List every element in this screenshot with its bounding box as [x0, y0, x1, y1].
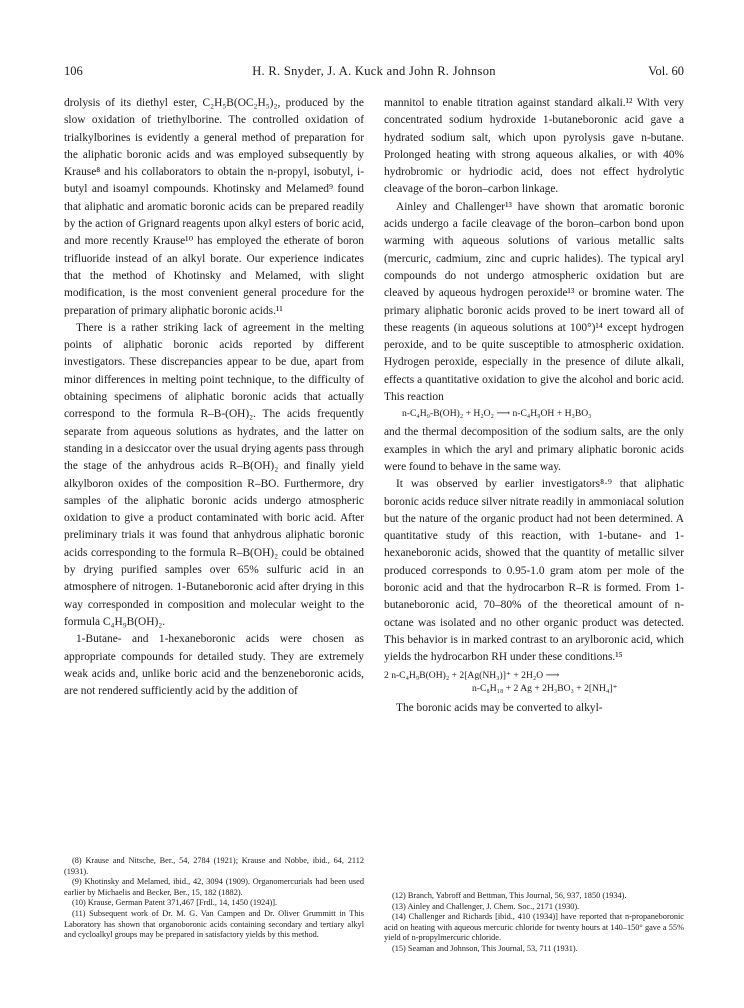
footnotes-left: [64, 856, 364, 941]
footnote: (9) Khotinsky and Melamed, ibid., 42, 3094 (1909). Organomercurials had been used earlier by Michaelis and Becker, Ber., 15, 182 (1882).: [64, 877, 364, 897]
footnote: (10) Krause, German Patent 371,467 [Frdl., 14, 1450 (1924)].: [72, 898, 278, 908]
footnote: (11) Subsequent work of Dr. M. G. Van Campen and Dr. Oliver Grummitt in This Laboratory has shown that organoboronic acids containing secondary and tertiary alkyl and cycloalkyl groups may be prepared in satisfactory yields by this method.: [64, 908, 364, 940]
page-number: 106: [64, 64, 83, 78]
footnote: (13) Ainley and Challenger, J. Chem. Soc., 2171 (1930).: [392, 901, 580, 911]
page-header: [64, 64, 684, 84]
paragraph: drolysis of its diethyl ester, C₂H₅B(OC₂H₅)₂, produced by the slow oxidation of triethylborine. The controlled oxidation of trialkylborines is evidently a general method of preparation for the aliphatic boronic acids and was employed subsequently by Krause⁸ and his collaborators to obtain the n-propyl, isobutyl, i-butyl and isoamyl compounds. Khotinsky and Melamed⁹ found that aliphatic and aromatic boronic acids can be prepared readily by the action of Grignard reagents upon alkyl esters of boric acid, and more recently Krause¹⁰ has employed the etherate of boron trifluoride instead of an alkyl borate. Our experience indicates that the method of Khotinsky and Melamed, with slight modification, is the most convenient general procedure for the preparation of primary aliphatic boronic acids.¹¹: [64, 97, 364, 317]
paragraph: mannitol to enable titration against standard alkali.¹² With very concentrated sodium hydroxide 1-butaneboronic acid gave a hydrated sodium salt, which upon pyrolysis gave n-butane. Prolonged heating with strong aqueous alkalies, or with 40% hydrobromic or hydriodic acid, does not effect hydrolytic cleavage of the boron–carbon linkage.: [384, 97, 684, 196]
equation-line: n-C₈H₁₈ + 2 Ag + 2H₃BO₃ + 2[NH₄]⁺: [472, 682, 618, 694]
left-column: [64, 95, 364, 700]
right-column: [384, 95, 684, 717]
equation-line: 2 n-C₄H₉B(OH)₂ + 2[Ag(NH₃)]⁺ + 2H₂O ⟶: [384, 669, 560, 681]
footnotes-right: [384, 891, 684, 955]
paragraph: The boronic acids may be converted to alkyl-: [396, 701, 603, 714]
footnote: (12) Branch, Yabroff and Bettman, This Journal, 56, 937, 1850 (1934).: [392, 891, 627, 900]
paragraph: There is a rather striking lack of agreement in the melting points of aliphatic boronic acids reported by different investigators. These discrepancies appear to be due, apart from minor differences in melting point technique, to the difficulty of obtaining specimens of aliphatic boronic acids that actually correspond to the formula R–B-(OH)₂. The acids frequently separate from aqueous solutions as hydrates, and the latter on standing in a desiccator over the usual drying agents pass through the stage of the anhydrous acids R–B(OH)₂ and finally yield alkylboron oxides of the composition R–BO. Furthermore, dry samples of the aliphatic boronic acids undergo atmospheric oxidation to give a product contaminated with boric acid. After preliminary trials it was found that anhydrous aliphatic boronic acids corresponding to the formula R–B(OH)₂ could be obtained by drying purified samples over 65% sulfuric acid in an atmosphere of nitrogen. 1-Butaneboronic acid after drying in this way corresponded in composition and molecular weight to the formula C₄H₉B(OH)₂.: [64, 321, 364, 628]
footnote: (15) Seaman and Johnson, This Journal, 53, 711 (1931).: [392, 943, 578, 953]
paragraph: and the thermal decomposition of the sodium salts, are the only examples in which the aryl and primary aliphatic boronic acids were found to behave in the same way.: [384, 426, 684, 473]
paragraph: It was observed by earlier investigators⁸·⁹ that aliphatic boronic acids reduce silver nitrate readily in ammoniacal solution but the nature of the organic product had not been determined. A quantitative study of this reaction, with 1-butane- and 1-hexaneboronic acids, showed that the quantity of metallic silver produced corresponds to 0.95-1.0 gram atom per mole of the boronic acid and that the hydrocarbon R–R is formed. From 1-butaneboronic acid, 70–80% of the theoretical amount of n-octane was isolated and no other organic product was detected. This behavior is in marked contrast to an arylboronic acid, which yields the hydrocarbon RH under these conditions.¹⁵: [384, 478, 684, 664]
volume-label: Vol. 60: [648, 64, 684, 78]
reaction-equation-oxidation: n-C₄H₉-B(OH)₂ + H₂O₂ ⟶ n-C₄H₉OH + H₃BO₃: [402, 408, 592, 420]
footnote: (14) Challenger and Richards [ibid., 410 (1934)] have reported that n-propaneboronic acid on heating with aqueous mercuric chloride for twenty hours at 140–150° gave a 55% yield of n-propylmercuric chloride.: [384, 912, 684, 943]
running-title: H. R. Snyder, J. A. Kuck and John R. Johnson: [252, 64, 496, 78]
reaction-equation-silver: [384, 669, 684, 695]
footnote: (8) Krause and Nitsche, Ber., 54, 2784 (1921); Krause and Nobbe, ibid., 64, 2112 (1931).: [64, 856, 364, 876]
paragraph: Ainley and Challenger¹³ have shown that aromatic boronic acids undergo a facile cleavage of the boron–carbon bond upon warming with aqueous solutions of various metallic salts (mercuric, cadmium, zinc and cupric halides). The typical aryl compounds do not undergo atmospheric oxidation but are cleaved by aqueous hydrogen peroxide¹³ or bromine water. The primary aliphatic boronic acids proved to be inert toward all of these reagents (in aqueous solutions at 100°)¹⁴ except hydrogen peroxide, and to be quite susceptible to atmospheric oxidation. Hydrogen peroxide, especially in the presence of dilute alkali, effects a quantitative oxidation to give the alcohol and boric acid. This reaction: [384, 200, 684, 404]
paragraph: 1-Butane- and 1-hexaneboronic acids were chosen as appropriate compounds for detailed study. They are extremely weak acids and, unlike boric acid and the benzeneboronic acids, are not rendered sufficiently acid by the addition of: [64, 633, 364, 698]
